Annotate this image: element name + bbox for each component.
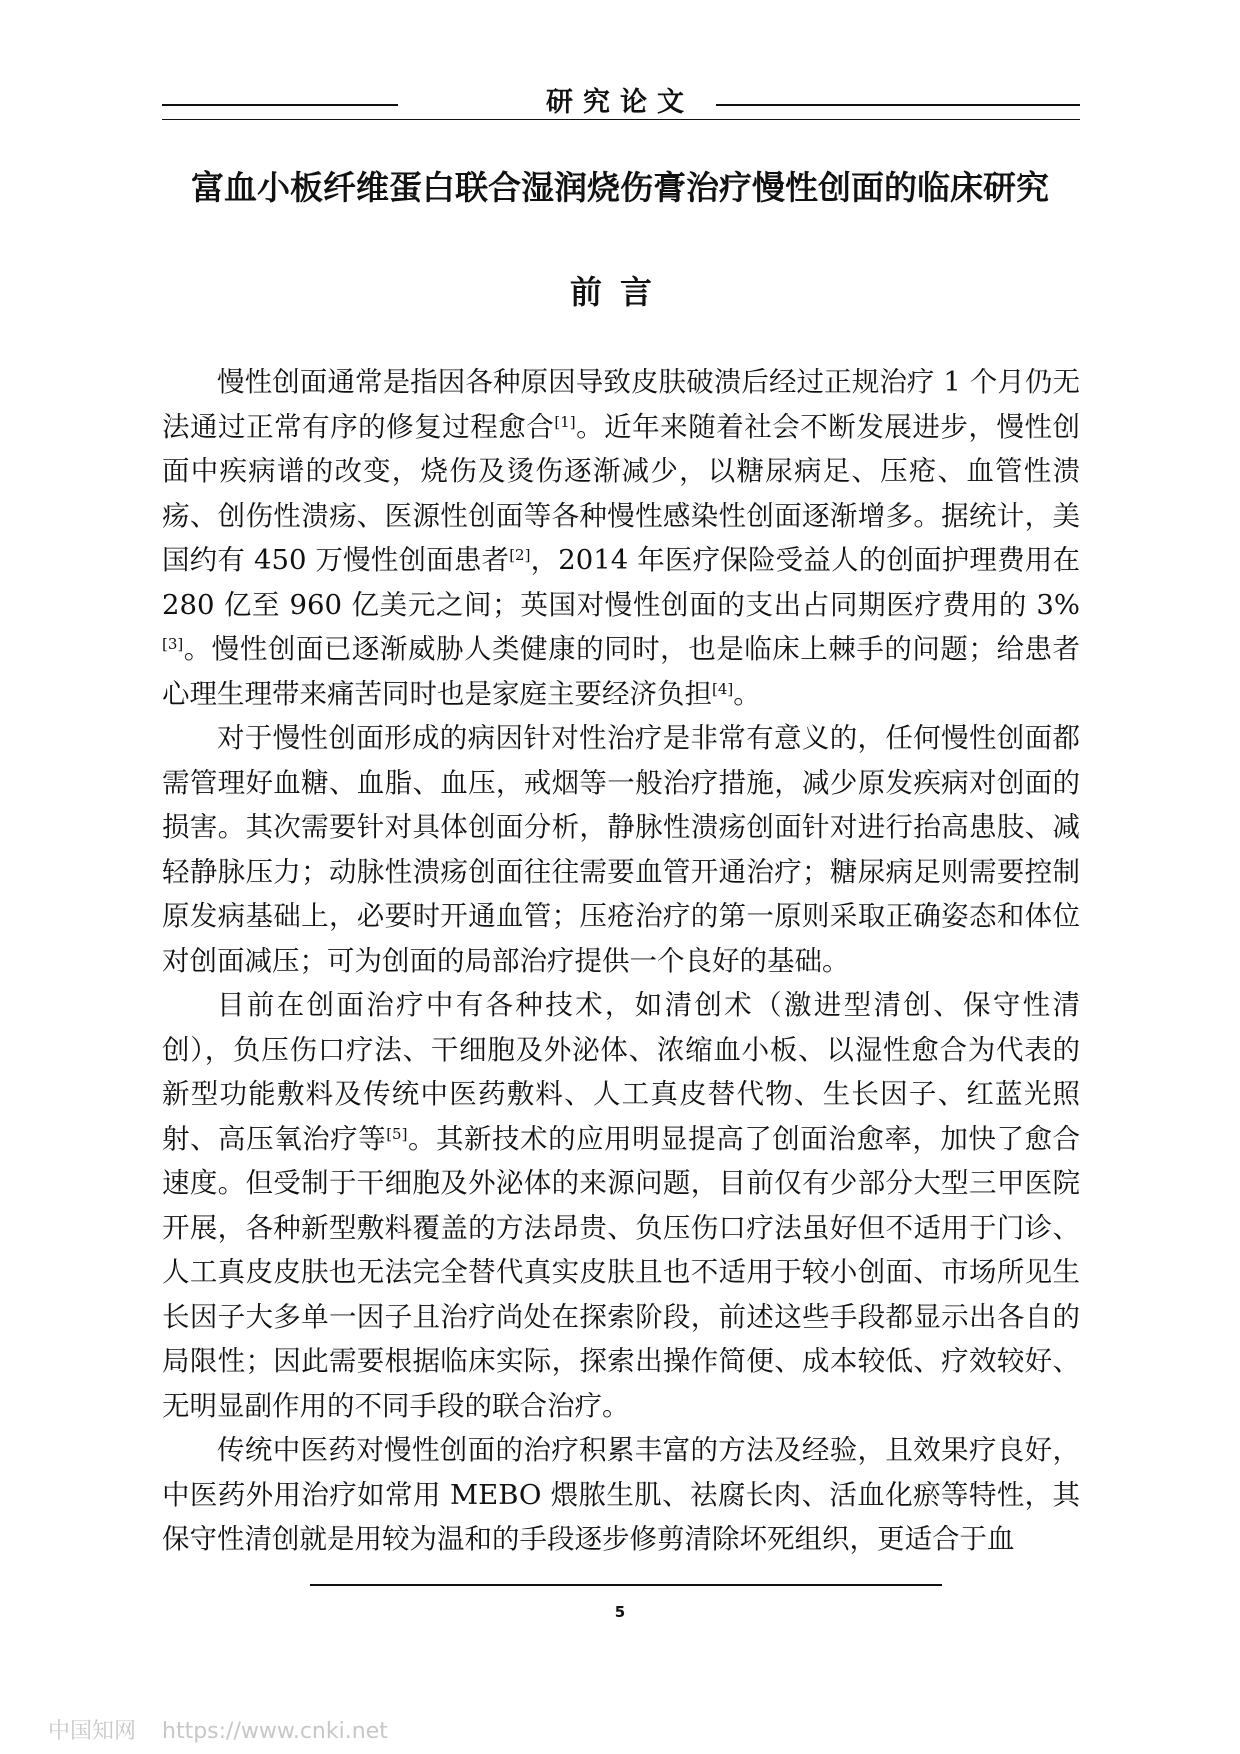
cnki-watermark (48, 1714, 388, 1745)
paragraph-text: 。其新技术的应用明显提高了创面治愈率，加快了愈合速度。但受制于干细胞及外泌体的来源问题，目前仅有少部分大型三甲医院开展，各种新型敷料覆盖的方法昂贵、负压伤口疗法虽好但不适用于门诊、人工真皮皮肤也无法完全替代真实皮肤且也不适用于较小创面、市场所见生长因子大多单一因子且治疗尚处在探索阶段，前述这些手段都显示出各自的局限性；因此需要根据临床实际，探索出操作简便、成本较低、疗效较好、无明显副作用的不同手段的联合治疗。 (162, 1122, 1080, 1422)
citation-ref: [2] (509, 546, 531, 564)
paragraph-text: ，2014 年医疗保险受益人的创面护理费用在 280 亿至 960 亿美元之间；英国对慢性创面的支出占同期医疗费用的 3% (162, 544, 1080, 621)
citation-ref: [3] (162, 635, 184, 653)
paper-title: 富血小板纤维蛋白联合湿润烧伤膏治疗慢性创面的临床研究 (191, 168, 1049, 207)
paragraph-text: 对于慢性创面形成的病因针对性治疗是非常有意义的，任何慢性创面都需管理好血糖、血脂、血压，戒烟等一般治疗措施，减少原发疾病对创面的损害。其次需要针对具体创面分析，静脉性溃疡创面针对进行抬高患肢、减轻静脉压力；动脉性溃疡创面往往需要血管开通治疗；糖尿病足则需要控制原发病基础上，必要时开通血管；压疮治疗的第一原则采取正确姿态和体位对创面减压；可为创面的局部治疗提供一个良好的基础。 (162, 722, 1080, 977)
footer-rule (310, 1584, 942, 1586)
watermark-brand: 中国知网 (48, 1719, 137, 1744)
citation-ref: [5] (386, 1124, 408, 1143)
header-rule-right (716, 104, 1080, 106)
running-header-label: 研究论文 (546, 87, 694, 118)
paragraph-text: 。 (733, 677, 761, 710)
citation-ref: [1] (554, 412, 576, 431)
paragraph-text: 。近年来随着社会不断发展进步，慢性创面中疾病谱的改变，烧伤及烫伤逐渐减少，以糖尿病足、压疮、血管性溃疡、创伤性溃疡、医源性创面等各种慢性感染性创面逐渐增多。据统计，美国约有 450 万慢性创面患者 (162, 410, 1080, 576)
header-rule-bottom (162, 119, 1080, 120)
paragraph-text: 慢性创面通常是指因各种原因导致皮肤破溃后经过正规治疗 1 个月仍无法通过正常有序的修复过程愈合 (162, 366, 1080, 443)
watermark-url: https://www.cnki.net (162, 1719, 388, 1744)
paragraph (162, 716, 1080, 983)
body-text (162, 360, 1080, 1562)
paragraph-text: 传统中医药对慢性创面的治疗积累丰富的方法及经验，且效果疗良好，中医药外用治疗如常用 MEBO 煨脓生肌、祛腐长肉、活血化瘀等特性，其保守性清创就是用较为温和的手段逐步修剪清除坏死组织，更适合于血 (162, 1434, 1080, 1555)
paragraph-text: 目前在创面治疗中有各种技术，如清创术（激进型清创、保守性清创），负压伤口疗法、干细胞及外泌体、浓缩血小板、以湿性愈合为代表的新型功能敷料及传统中医药敷料、人工真皮替代物、生长因子、红蓝光照射、高压氧治疗等 (162, 989, 1080, 1155)
paragraph (162, 360, 1080, 716)
page-number: 5 (614, 1603, 626, 1621)
header-rule-left (162, 104, 398, 106)
section-heading: 前言 (569, 273, 670, 311)
paragraph (162, 1428, 1080, 1562)
paragraph-text: 。慢性创面已逐渐威胁人类健康的同时，也是临床上棘手的问题；给患者心理生理带来痛苦同时也是家庭主要经济负担 (162, 633, 1080, 710)
citation-ref: [4] (712, 679, 734, 698)
paragraph (162, 983, 1080, 1428)
